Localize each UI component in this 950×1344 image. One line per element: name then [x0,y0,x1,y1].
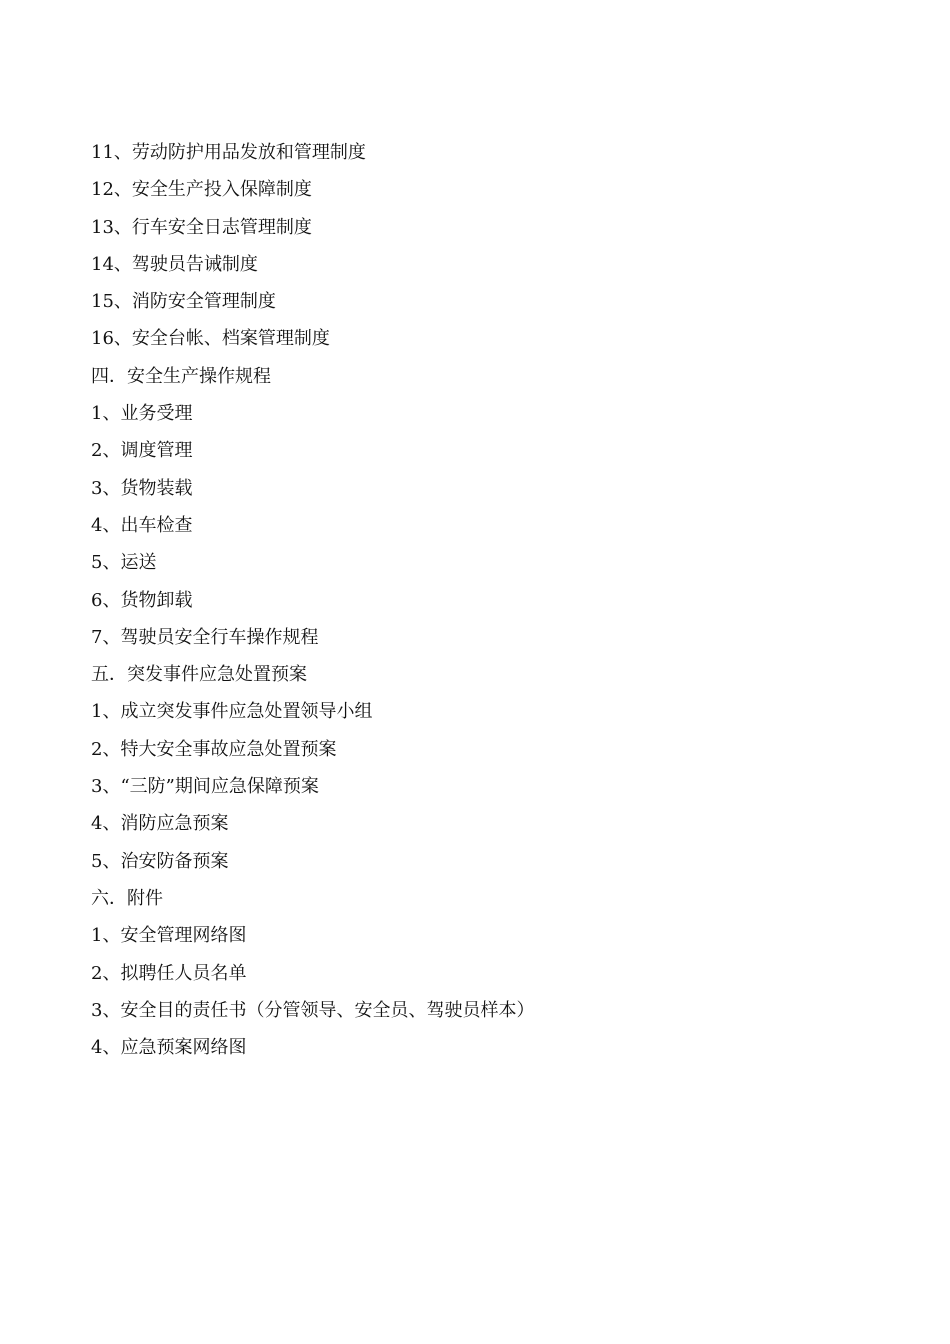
toc-item-procedure-4: 4、出车检查 [91,514,193,536]
section-heading-4: 四．安全生产操作规程 [91,365,271,387]
toc-item-procedure-2: 2、调度管理 [91,440,193,462]
toc-item-system-15: 15、消防安全管理制度 [91,291,276,313]
toc-item-emergency-2: 2、特大安全事故应急处置预案 [91,738,337,760]
section-heading-5: 五．突发事件应急处置预案 [91,664,307,686]
toc-item-procedure-6: 6、货物卸载 [91,589,193,611]
toc-item-attachment-4: 4、应急预案网络图 [91,1037,247,1059]
toc-item-attachment-2: 2、拟聘任人员名单 [91,962,247,984]
toc-item-emergency-4: 4、消防应急预案 [91,813,229,835]
toc-item-procedure-3: 3、货物装载 [91,477,193,499]
toc-item-procedure-1: 1、业务受理 [91,403,193,425]
toc-item-emergency-3: 3、“三防”期间应急保障预案 [91,776,319,798]
toc-item-attachment-3: 3、安全目的责任书（分管领导、安全员、驾驶员样本） [91,999,535,1021]
toc-item-emergency-5: 5、治安防备预案 [91,850,229,872]
table-of-contents [91,134,891,1066]
section-heading-6: 六．附件 [91,887,163,909]
toc-item-emergency-1: 1、成立突发事件应急处置领导小组 [91,701,373,723]
toc-item-system-14: 14、驾驶员告诫制度 [91,253,258,275]
toc-item-system-11: 11、劳动防护用品发放和管理制度 [91,142,366,163]
toc-item-system-12: 12、安全生产投入保障制度 [91,179,312,201]
toc-item-procedure-7: 7、驾驶员安全行车操作规程 [91,626,319,648]
toc-item-system-16: 16、安全台帐、档案管理制度 [91,328,330,350]
toc-item-system-13: 13、行车安全日志管理制度 [91,216,312,238]
toc-item-attachment-1: 1、安全管理网络图 [91,925,247,947]
toc-item-procedure-5: 5、运送 [91,552,157,574]
